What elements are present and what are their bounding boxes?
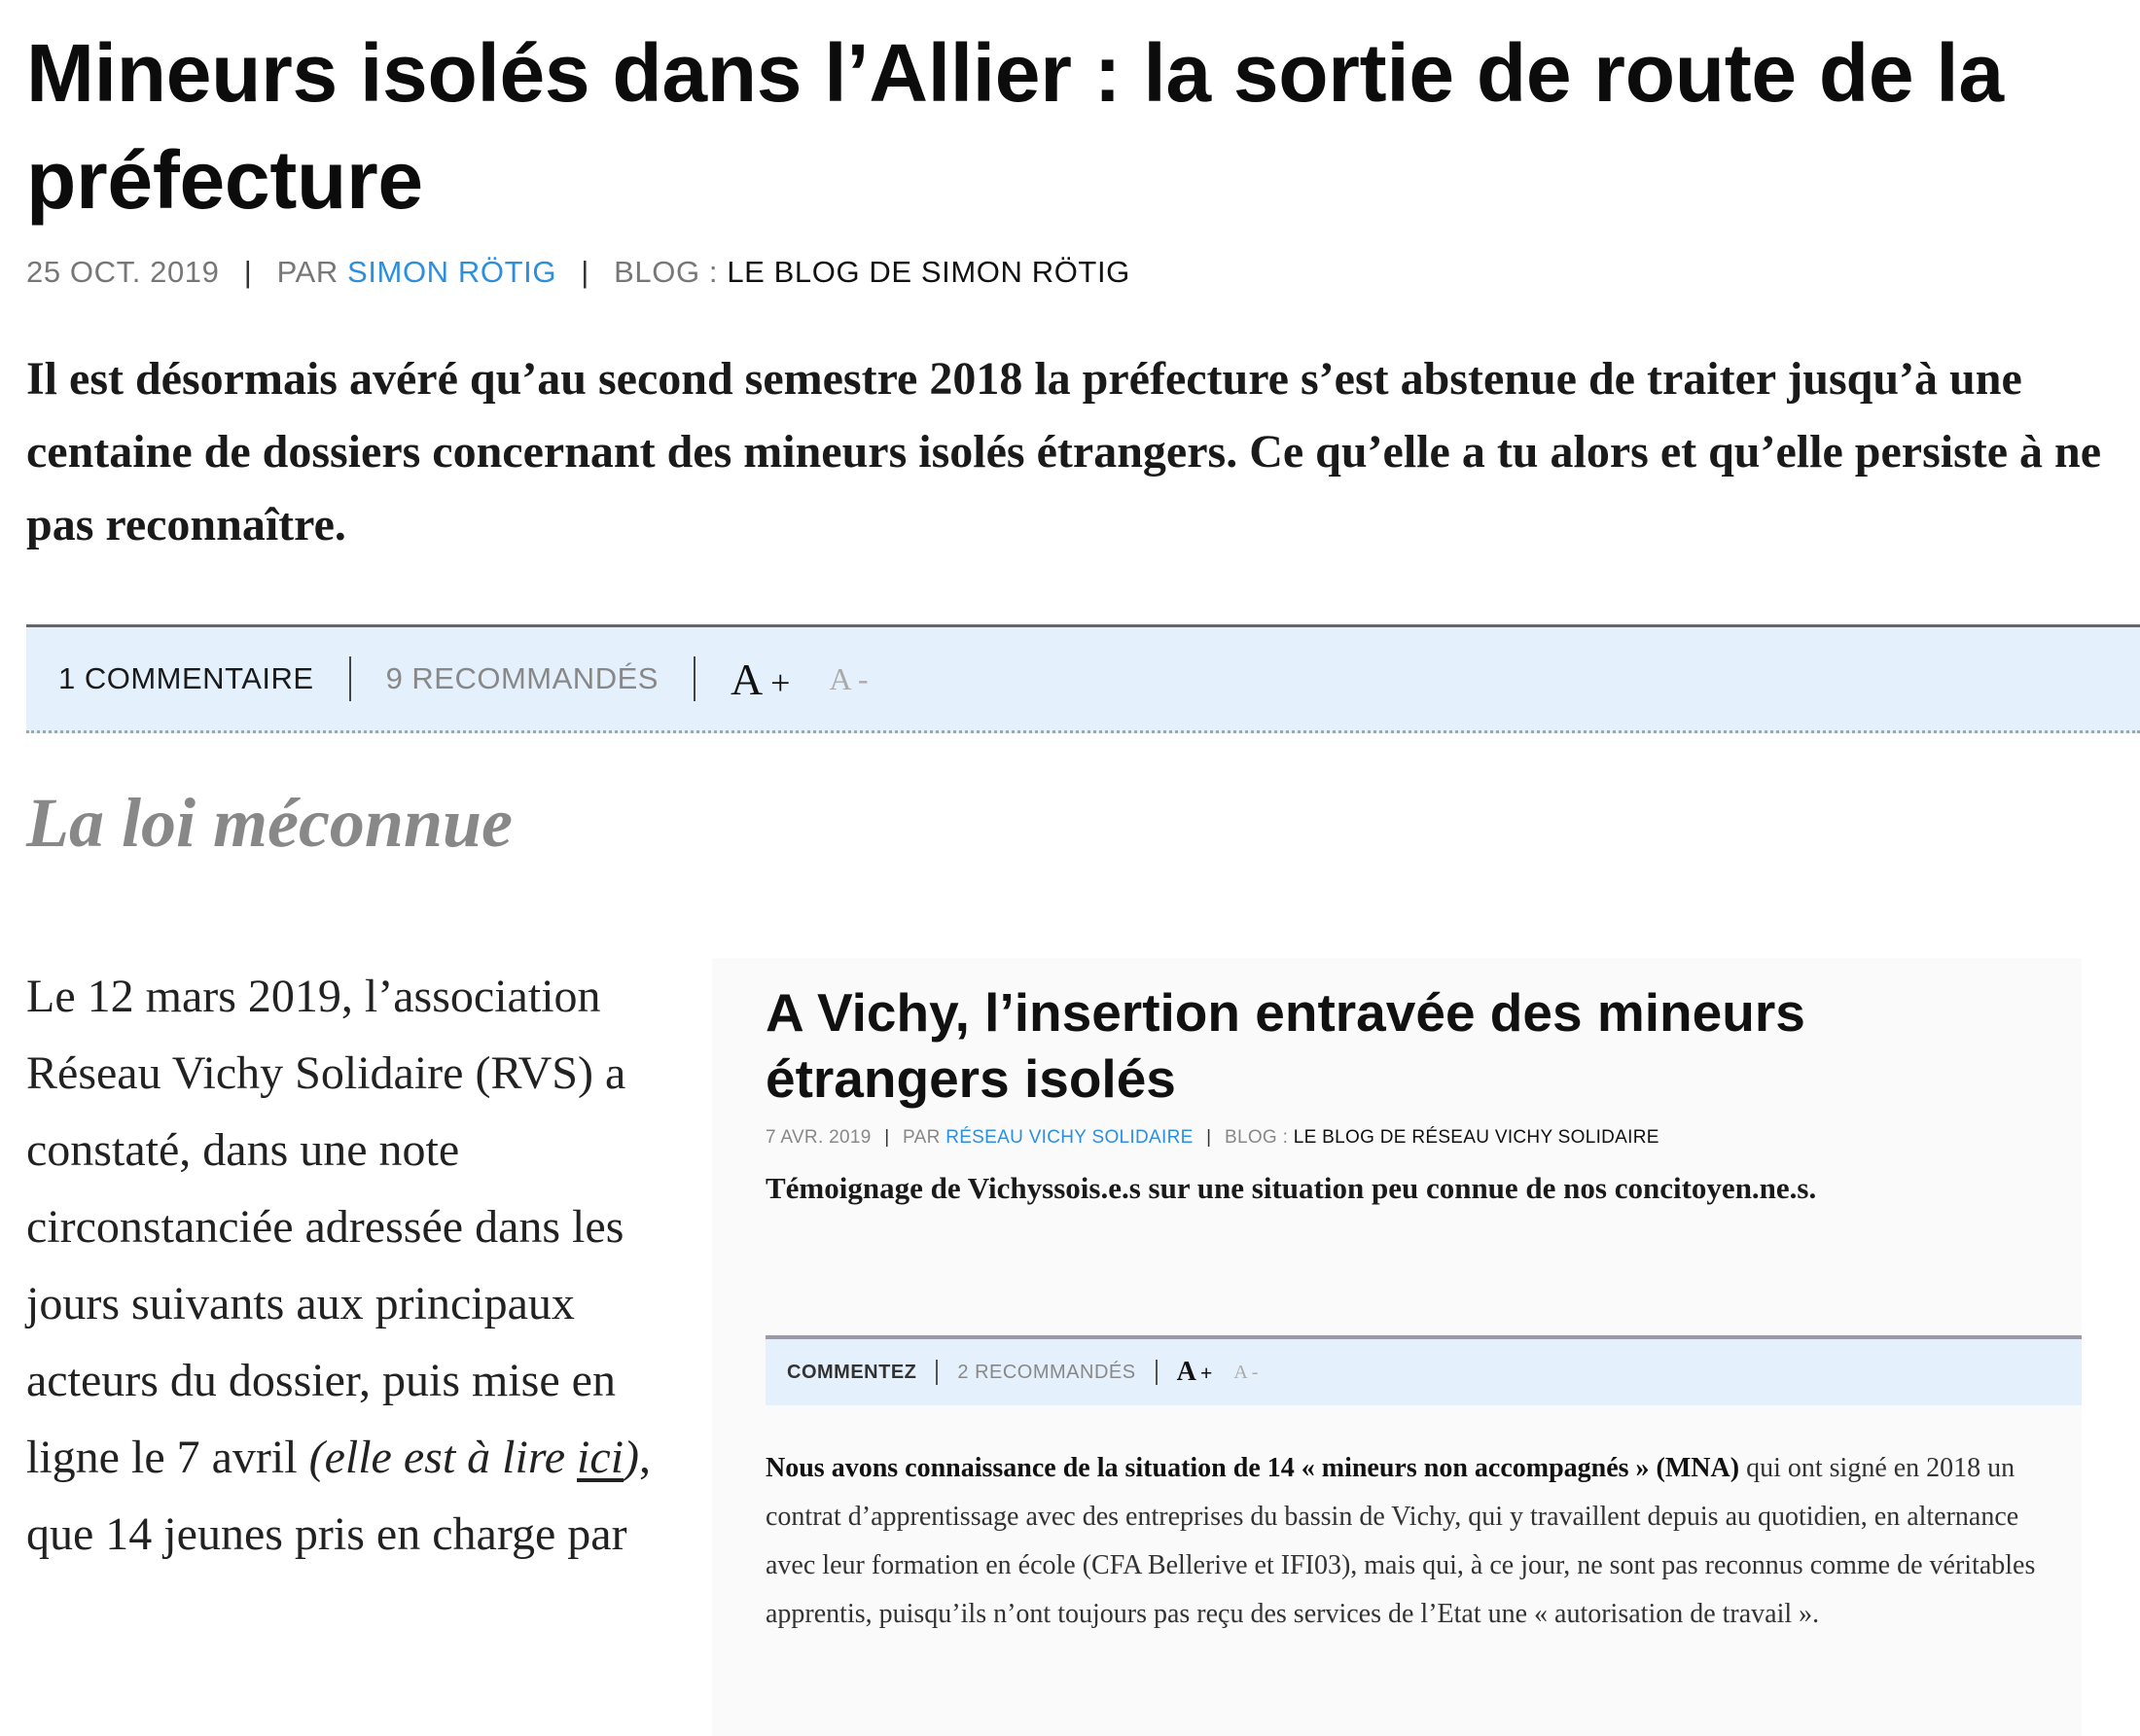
embed-comments: COMMENTEZ (787, 1361, 917, 1383)
embed-recommended: 2 RECOMMANDÉS (957, 1361, 1136, 1383)
blog-name-link[interactable]: LE BLOG DE SIMON RÖTIG (727, 255, 1130, 289)
embed-body-bold: Nous avons connaissance de la situation de 14 « mineurs non accompagnés » (MNA) (766, 1453, 1740, 1483)
embed-font-increase-sign: + (1199, 1361, 1213, 1385)
by-prefix: PAR (276, 255, 339, 289)
comments-link[interactable]: 1 COMMENTAIRE (58, 661, 314, 695)
embed-by-prefix: PAR (903, 1127, 941, 1148)
ici-link[interactable]: ici (577, 1432, 624, 1483)
embed-font-increase-glyph: A (1176, 1357, 1196, 1387)
embed-body (766, 1444, 2050, 1639)
embed-font-increase (1177, 1357, 1213, 1388)
toolbar-divider (694, 656, 696, 701)
embed-lede: Témoignage de Vichyssois.e.s sur une situation peu connue de nos concitoyen.ne.s. (766, 1171, 1817, 1205)
recommended-count[interactable]: 9 RECOMMANDÉS (385, 661, 659, 695)
body-em-end: ) (624, 1432, 640, 1483)
byline-separator: | (243, 255, 253, 289)
toolbar-divider (936, 1360, 938, 1385)
embed-date: 7 AVR. 2019 (766, 1127, 872, 1148)
article-toolbar (26, 624, 2140, 733)
byline-separator: | (884, 1127, 890, 1148)
byline-separator: | (581, 255, 589, 289)
font-increase-button[interactable] (731, 654, 791, 705)
article-page (26, 0, 2140, 1736)
author-link[interactable]: SIMON RÖTIG (347, 255, 557, 289)
blog-prefix: BLOG : (614, 255, 719, 289)
embed-byline (766, 1127, 1659, 1149)
font-decrease-button[interactable]: A - (829, 660, 869, 696)
article-byline (26, 255, 1130, 290)
section-heading: La loi méconnue (26, 784, 513, 862)
embed-author: RÉSEAU VICHY SOLIDAIRE (945, 1127, 1194, 1148)
embed-body-rest: qui ont signé en 2018 un contrat d’apprentissage avec des entreprises du bassin de Vichy, qui y travaillent depuis au quotidien, en alternance avec leur formation en école (CFA Bellerive et IFI03), mais qui, à ce jour, ne sont pas reconnus comme de véritables apprentis, puisqu’ils n’ont toujours pas reçu des services de l’Etat une « autorisation de travail ». (766, 1453, 2036, 1629)
font-increase-glyph: A (730, 654, 764, 704)
embed-font-decrease: A - (1233, 1361, 1259, 1383)
body-text-end: , que 14 jeunes pris en charge par (26, 1432, 652, 1560)
article-title: Mineurs isolés dans l’Allier : la sortie de route de la préfecture (26, 27, 2004, 226)
embed-toolbar (766, 1335, 2082, 1405)
body-paragraph (26, 958, 707, 1573)
embedded-article-screenshot (712, 958, 2082, 1736)
article-lede: Il est désormais avéré qu’au second semestre 2018 la préfecture s’est abstenue de traiter jusqu’à une centaine de dossiers concernant des mineurs isolés étrangers. Ce qu’elle a tu alors et qu’elle persiste à ne pas reconnaître. (26, 353, 2102, 550)
byline-separator: | (1206, 1127, 1212, 1148)
body-em-start: (elle est à lire (308, 1432, 578, 1483)
embed-title: A Vichy, l’insertion entravée des mineurs étrangers isolés (766, 982, 1805, 1109)
body-text-start: Le 12 mars 2019, l’association Réseau Vichy Solidaire (RVS) a constaté, dans une note circonstanciée adressée dans les jours suivants aux principaux acteurs du dossier, puis mise en ligne le 7 avril (26, 971, 626, 1483)
article-date: 25 OCT. 2019 (26, 255, 220, 289)
embed-blog-prefix: BLOG : (1225, 1127, 1289, 1148)
font-increase-sign: + (770, 662, 791, 702)
body-emphasis (309, 1432, 639, 1483)
toolbar-divider (349, 656, 351, 701)
toolbar-divider (1156, 1360, 1158, 1385)
embed-blog-name: LE BLOG DE RÉSEAU VICHY SOLIDAIRE (1293, 1127, 1659, 1148)
